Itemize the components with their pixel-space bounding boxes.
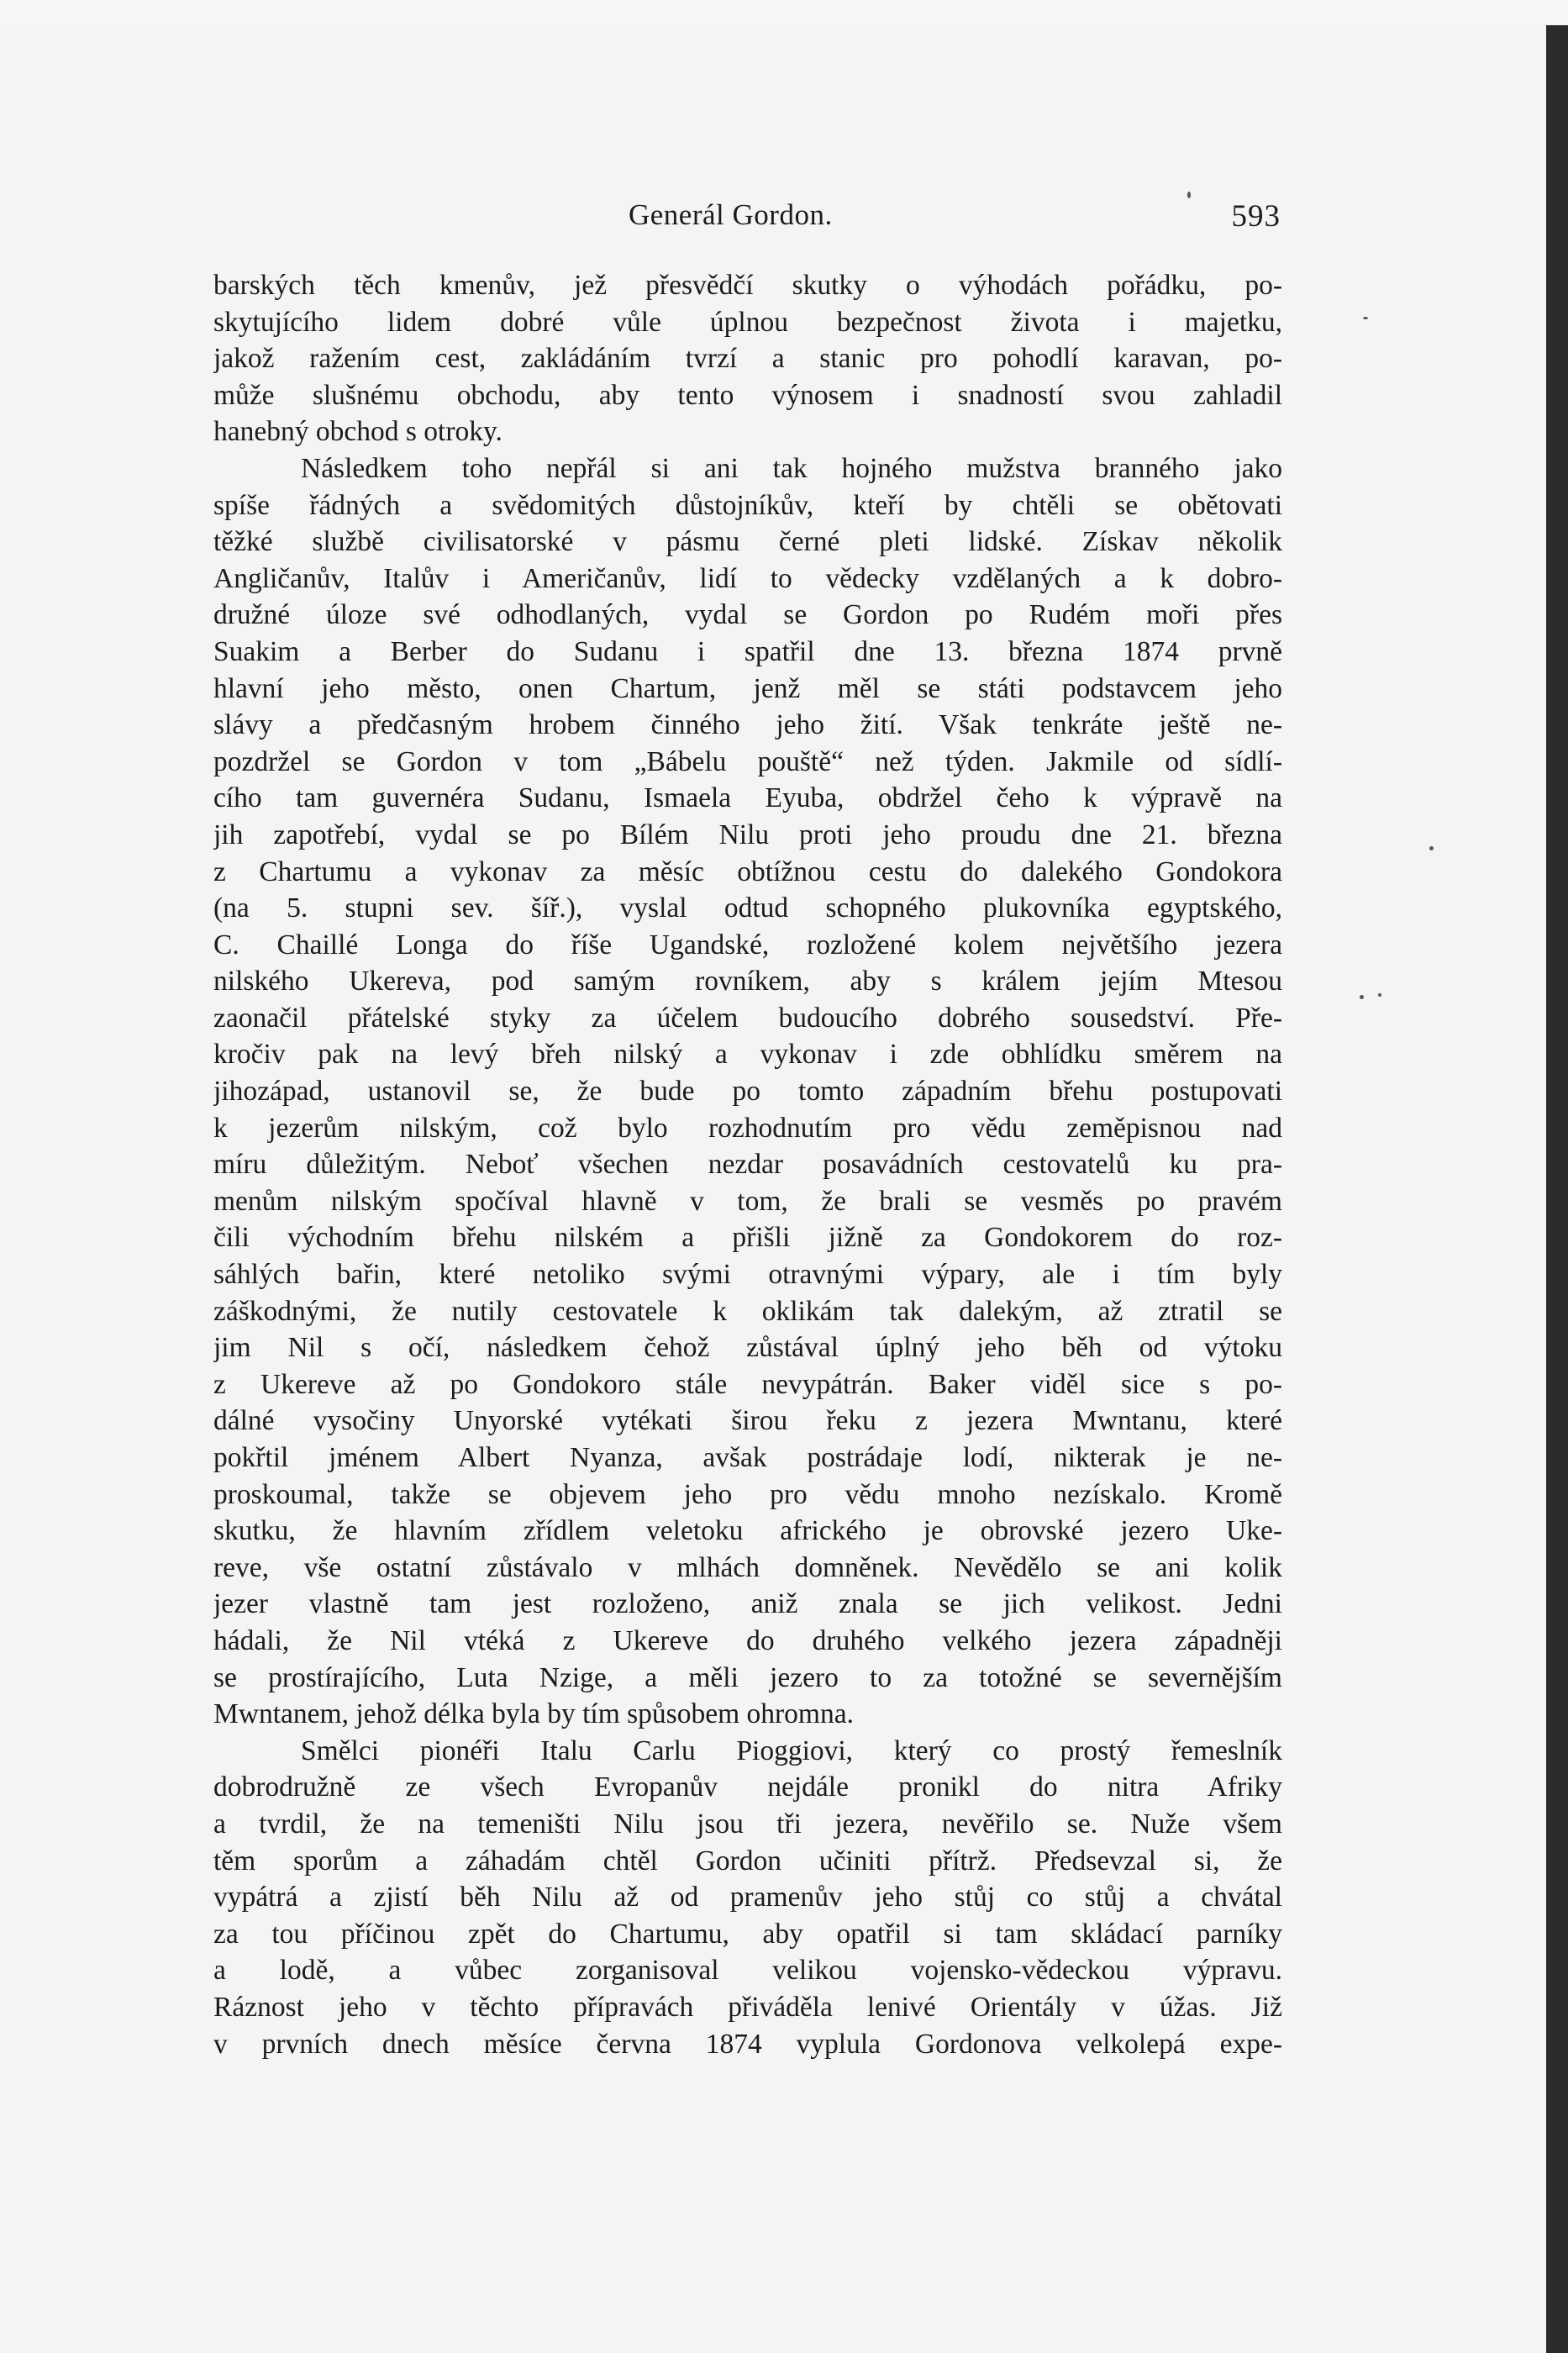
text-line: nilského Ukereva, pod samým rovníkem, aby s králem jejím Mtesou bbox=[213, 966, 1282, 998]
running-title: Generál Gordon. bbox=[629, 198, 833, 231]
text-line: kročiv pak na levý břeh nilský a vykonav i zde obhlídku směrem na bbox=[213, 1039, 1282, 1071]
text-line: družné úloze své odhodlaných, vydal se Gordon po Rudém moři přes bbox=[213, 599, 1282, 631]
text-line: reve, vše ostatní zůstávalo v mlhách domněnek. Nevědělo se ani kolik bbox=[213, 1551, 1282, 1583]
page-top-edge bbox=[0, 0, 1568, 25]
text-line: pozdržel se Gordon v tom „Bábelu pouště“ než týden. Jakmile od sídlí- bbox=[213, 745, 1282, 777]
text-line: těm sporům a záhadám chtěl Gordon učiniti přítrž. Předsevzal si, že bbox=[213, 1845, 1282, 1877]
text-line: pokřtil jménem Albert Nyanza, avšak postrádaje lodí, nikterak je ne- bbox=[213, 1442, 1282, 1473]
text-line: k jezerům nilským, což bylo rozhodnutím pro vědu zeměpisnou nad bbox=[213, 1112, 1282, 1144]
text-line: zaonačil přátelské styky za účelem budoucího dobrého sousedství. Pře- bbox=[213, 1002, 1282, 1034]
text-line: slávy a předčasným hrobem činného jeho žití. Však tenkráte ještě ne- bbox=[213, 709, 1282, 741]
text-line: hádali, že Nil vtéká z Ukereve do druhého velkého jezera západněji bbox=[213, 1624, 1282, 1656]
text-line: jezer vlastně tam jest rozloženo, aniž znala se jich velikost. Jedni bbox=[213, 1588, 1282, 1620]
text-line: může slušnému obchodu, aby tento výnosem i snadností svou zahladil bbox=[213, 379, 1282, 411]
text-line: skytujícího lidem dobré vůle úplnou bezpečnost života i majetku, bbox=[213, 306, 1282, 338]
scan-speck bbox=[1187, 192, 1191, 198]
text-line: Mwntanem, jehož délka byla by tím spůsobem ohromna. bbox=[213, 1698, 854, 1730]
paragraph-first-line: Smělci pionéři Italu Carlu Pioggiovi, který co prostý řemeslník bbox=[301, 1734, 1282, 1766]
scan-speck bbox=[1429, 846, 1434, 850]
text-line: a tvrdil, že na temeništi Nilu jsou tři jezera, nevěřilo se. Nuže všem bbox=[213, 1808, 1282, 1840]
text-line: z Ukereve až po Gondokoro stále nevypátrán. Baker viděl sice s po- bbox=[213, 1368, 1282, 1400]
text-line: skutku, že hlavním zřídlem veletoku afrického je obrovské jezero Uke- bbox=[213, 1515, 1282, 1547]
text-line: se prostírajícího, Luta Nzige, a měli jezero to za totožné se severnějším bbox=[213, 1661, 1282, 1693]
page-number: 593 bbox=[1231, 199, 1281, 234]
paragraph-first-line: Následkem toho nepřál si ani tak hojného mužstva branného jako bbox=[301, 452, 1282, 484]
text-line: míru důležitým. Neboť všechen nezdar posavádních cestovatelů ku pra- bbox=[213, 1149, 1282, 1181]
text-line: spíše řádných a svědomitých důstojníkův, kteří by chtěli se obětovati bbox=[213, 489, 1282, 521]
text-line: a lodě, a vůbec zorganisoval velikou vojensko-vědeckou výpravu. bbox=[213, 1955, 1282, 1987]
scan-speck bbox=[1360, 995, 1364, 999]
text-line: záškodnými, že nutily cestovatele k oklikám tak dalekým, až ztratil se bbox=[213, 1295, 1282, 1327]
page-right-edge bbox=[1546, 25, 1568, 2353]
text-line: menům nilským spočíval hlavně v tom, že brali se vesměs po pravém bbox=[213, 1185, 1282, 1217]
text-line: C. Chaillé Longa do říše Ugandské, rozložené kolem největšího jezera bbox=[213, 929, 1282, 961]
text-line: (na 5. stupni sev. šíř.), vyslal odtud schopného plukovníka egyptského, bbox=[213, 892, 1282, 924]
text-line: v prvních dnech měsíce června 1874 vyplula Gordonova velkolepá expe- bbox=[213, 2028, 1282, 2060]
text-line: hlavní jeho město, onen Chartum, jenž měl se státi podstavcem jeho bbox=[213, 672, 1282, 704]
page-header bbox=[213, 198, 1281, 240]
text-line: jim Nil s očí, následkem čehož zůstával úplný jeho běh od výtoku bbox=[213, 1332, 1282, 1364]
text-line: jih zapotřebí, vydal se po Bílém Nilu proti jeho proudu dne 21. března bbox=[213, 819, 1282, 850]
text-line: z Chartumu a vykonav za měsíc obtížnou cestu do dalekého Gondokora bbox=[213, 855, 1282, 887]
text-line: dobrodružně ze všech Evropanův nejdále pronikl do nitra Afriky bbox=[213, 1771, 1282, 1803]
text-line: jihozápad, ustanovil se, že bude po tomto západním břehu postupovati bbox=[213, 1076, 1282, 1108]
text-line: vypátrá a zjistí běh Nilu až od pramenův jeho stůj co stůj a chvátal bbox=[213, 1882, 1282, 1913]
text-line: těžké službě civilisatorské v pásmu černé pleti lidské. Získav několik bbox=[213, 526, 1282, 558]
text-line: dálné vysočiny Unyorské vytékati širou řeku z jezera Mwntanu, které bbox=[213, 1405, 1282, 1437]
text-line: sáhlých bařin, které netoliko svými otravnými výpary, ale i tím byly bbox=[213, 1259, 1282, 1291]
text-line: čili východním břehu nilském a přišli jižně za Gondokorem do roz- bbox=[213, 1222, 1282, 1254]
text-line: Suakim a Berber do Sudanu i spatřil dne 13. března 1874 prvně bbox=[213, 635, 1282, 667]
text-line: cího tam guvernéra Sudanu, Ismaela Eyuba, obdržel čeho k výpravě na bbox=[213, 782, 1282, 814]
text-line: za tou příčinou zpět do Chartumu, aby opatřil si tam skládací parníky bbox=[213, 1918, 1282, 1950]
body-text bbox=[213, 267, 1282, 2062]
scan-speck bbox=[1378, 993, 1381, 997]
text-line: Ráznost jeho v těchto přípravách přiváděla lenivé Orientály v úžas. Již bbox=[213, 1991, 1282, 2023]
text-line: proskoumal, takže se objevem jeho pro vědu mnoho nezískalo. Kromě bbox=[213, 1478, 1282, 1510]
text-line: hanebný obchod s otroky. bbox=[213, 416, 502, 448]
text-line: jakož ražením cest, zakládáním tvrzí a stanic pro pohodlí karavan, po- bbox=[213, 343, 1282, 375]
scan-speck bbox=[1363, 317, 1368, 319]
text-line: Angličanův, Italův i Američanův, lidí to vědecky vzdělaných a k dobro- bbox=[213, 562, 1282, 594]
text-line: barských těch kmenův, jež přesvědčí skutky o výhodách pořádku, po- bbox=[213, 270, 1282, 301]
